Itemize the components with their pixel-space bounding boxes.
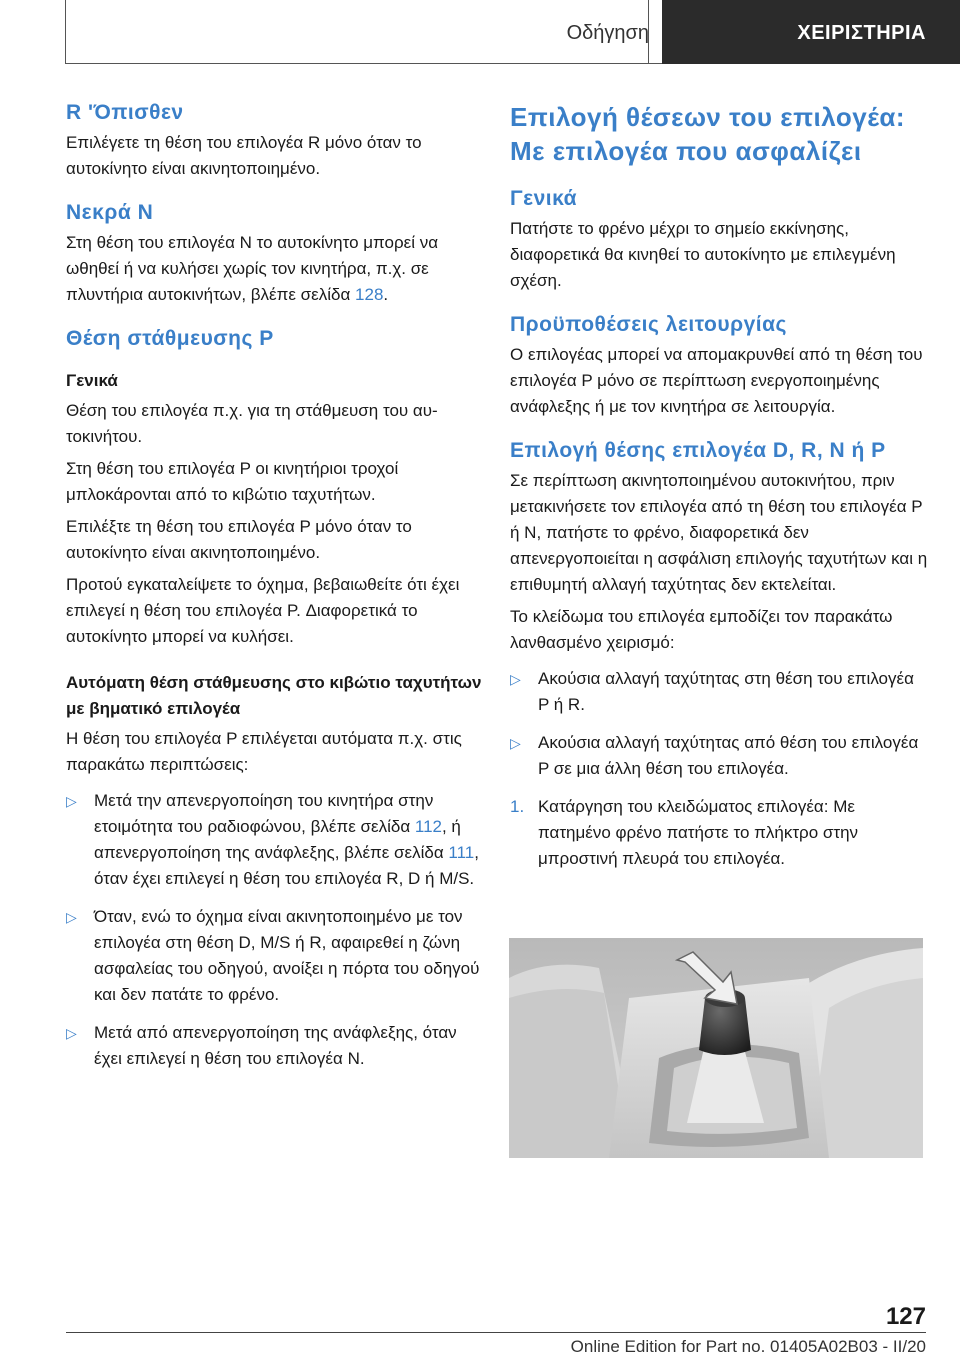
list-item-text: Ακούσια αλλαγή ταχύτητας στη θέση του επιλογέα P ή R. — [538, 669, 914, 714]
header-underline — [65, 63, 662, 64]
neutral-text — [66, 230, 486, 308]
bullet-triangle-icon: ▷ — [66, 793, 77, 809]
bullet-triangle-icon: ▷ — [66, 909, 77, 925]
list-item-text: Όταν, ενώ το όχημα είναι ακινητοποιημένο με τον επιλογέα στη θέση D, M/S ή R, αφαιρεθεί η ζώνη ασφαλείας του οδηγού, ανοίξει η πόρτα του οδηγού και δεν πατάτε το φρένο. — [94, 907, 480, 1004]
right-column — [510, 100, 928, 884]
bullet-triangle-icon: ▷ — [66, 1025, 77, 1041]
list-item-text: , ή απενεργοποίηση της ανάφλεξης, βλέπε σελίδα — [94, 817, 461, 862]
page-link-112[interactable]: 112 — [414, 817, 442, 836]
prerequisites-text: Ο επιλογέας μπορεί να απομακρυνθεί από τη θέση του επιλογέα P μόνο σε περίπτωση ενεργοποιημένης ανάφλεξης ή με τον κινητήρα σε λειτουργία. — [510, 345, 923, 416]
step-number: 1. — [510, 797, 525, 816]
list-item — [510, 666, 928, 718]
list-item — [66, 788, 486, 892]
footer-divider — [66, 1332, 926, 1333]
auto-park-heading: Αυτόματη θέση στάθμευσης στο κιβώτιο ταχυτήτων με βηματικό επιλογέα — [66, 673, 482, 718]
auto-park-par: Η θέση του επιλογέα P επιλέγεται αυτόματα π.χ. στις παρακάτω περιπτώσεις: — [66, 729, 462, 774]
step-text: Κατάργηση του κλειδώματος επιλογέα: Με πατημένο φρένο πατήστε το πλήκτρο στην μπροστινή πλευρά του επιλογέα. — [538, 797, 859, 868]
park-par-1: Θέση του επιλογέα π.χ. για τη στάθμευση του αυτοκινήτου. — [66, 401, 438, 446]
list-item-text: , όταν έχει επιλεγεί η θέση του επιλογέα R, D ή M/S. — [94, 843, 479, 888]
numbered-step — [510, 794, 928, 872]
header-chapter-title: ΧΕΙΡΙΣΤΗΡΙΑ — [797, 22, 926, 44]
list-item — [66, 1020, 486, 1072]
park-par-3: Επιλέξτε τη θέση του επιλογέα P μόνο όταν το αυτοκίνητο είναι ακινητοποιημένο. — [66, 517, 412, 562]
gear-selector-photo — [509, 938, 923, 1158]
header-section-title: Οδήγηση — [566, 22, 649, 44]
neutral-heading: Νεκρά N — [66, 201, 154, 224]
bullet-triangle-icon: ▷ — [510, 735, 521, 751]
page-header — [0, 0, 960, 66]
neutral-text-a: Στη θέση του επιλογέα N το αυτοκίνητο μπορεί να ωθηθεί ή να κυλήσει χωρίς τον κινητήρα, π.χ. σε πλυντήρια αυτοκινήτων, βλέπε σελίδα — [66, 233, 439, 304]
right-general-text: Πατήστε το φρένο μέχρι το σημείο εκκίνησης, διαφορετικά θα κινηθεί το αυτοκίνητο με επιλεγμένη σχέση. — [510, 219, 896, 290]
select-position-par-2: Το κλείδωμα του επιλογέα εμποδίζει τον παρακάτω λανθασμένο χειρισμό: — [510, 607, 893, 652]
list-item-text: Μετά την απενεργοποίηση του κινητήρα στην ετοιμότητα του ραδιοφώνου, βλέπε σελίδα — [94, 791, 434, 836]
neutral-text-b: . — [383, 285, 389, 304]
park-par-2: Στη θέση του επιλογέα P οι κινητήριοι τροχοί μπλοκάρονται από το κιβώτιο ταχυτήτων. — [66, 459, 399, 504]
list-item-text: Μετά από απενεργοποίηση της ανάφλεξης, όταν έχει επιλεγεί η θέση του επιλογέα N. — [94, 1023, 457, 1068]
page-number: 127 — [885, 1303, 926, 1330]
select-position-par-1: Σε περίπτωση ακινητοποιημένου αυτοκινήτου, πριν μετακινήσετε τον επιλογέα από τη θέση του επιλογέα P ή N, πατήστε το φρένο, διαφορετικά δεν απενεργοποιείται η ασφάλιση επιλογής ταχυτήτων και η επιθυμητή αλλαγή ταχύτητας δεν εκτελείται. — [510, 471, 928, 594]
park-heading: Θέση στάθμευσης P — [66, 327, 274, 350]
right-general-heading: Γενικά — [510, 187, 578, 210]
header-chapter-tab — [662, 0, 960, 64]
page-link-128[interactable]: 128 — [355, 285, 384, 304]
prerequisites-heading: Προϋποθέσεις λειτουργίας — [510, 313, 787, 336]
page-link-111[interactable]: 111 — [448, 843, 475, 862]
reverse-heading: R 'Όπισθεν — [66, 101, 184, 124]
park-general-heading: Γενικά — [66, 371, 118, 390]
park-par-4: Προτού εγκαταλείψετε το όχημα, βεβαιωθείτε ότι έχει επιλεγεί η θέση του επιλογέα P. Διαφορετικά το αυτοκίνητο μπορεί να κυλήσει. — [66, 575, 460, 646]
bullet-triangle-icon: ▷ — [510, 671, 521, 687]
list-item — [66, 904, 486, 1008]
selector-main-heading: Επιλογή θέσεων του επιλογέα: Με επιλογέα που ασφαλίζει — [510, 102, 906, 166]
list-item-text: Ακούσια αλλαγή ταχύτητας από θέση του επιλογέα P σε μια άλλη θέση του επιλογέα. — [538, 733, 919, 778]
select-position-heading: Επιλογή θέσης επιλογέα D, R, N ή P — [510, 439, 886, 462]
footer-edition: Online Edition for Part no. 01405A02B03 - II/20 — [570, 1337, 926, 1356]
reverse-text: Επιλέγετε τη θέση του επιλογέα R μόνο όταν το αυτοκίνητο είναι ακινητοποιημένο. — [66, 133, 422, 178]
list-item — [510, 730, 928, 782]
left-column — [66, 100, 486, 1084]
